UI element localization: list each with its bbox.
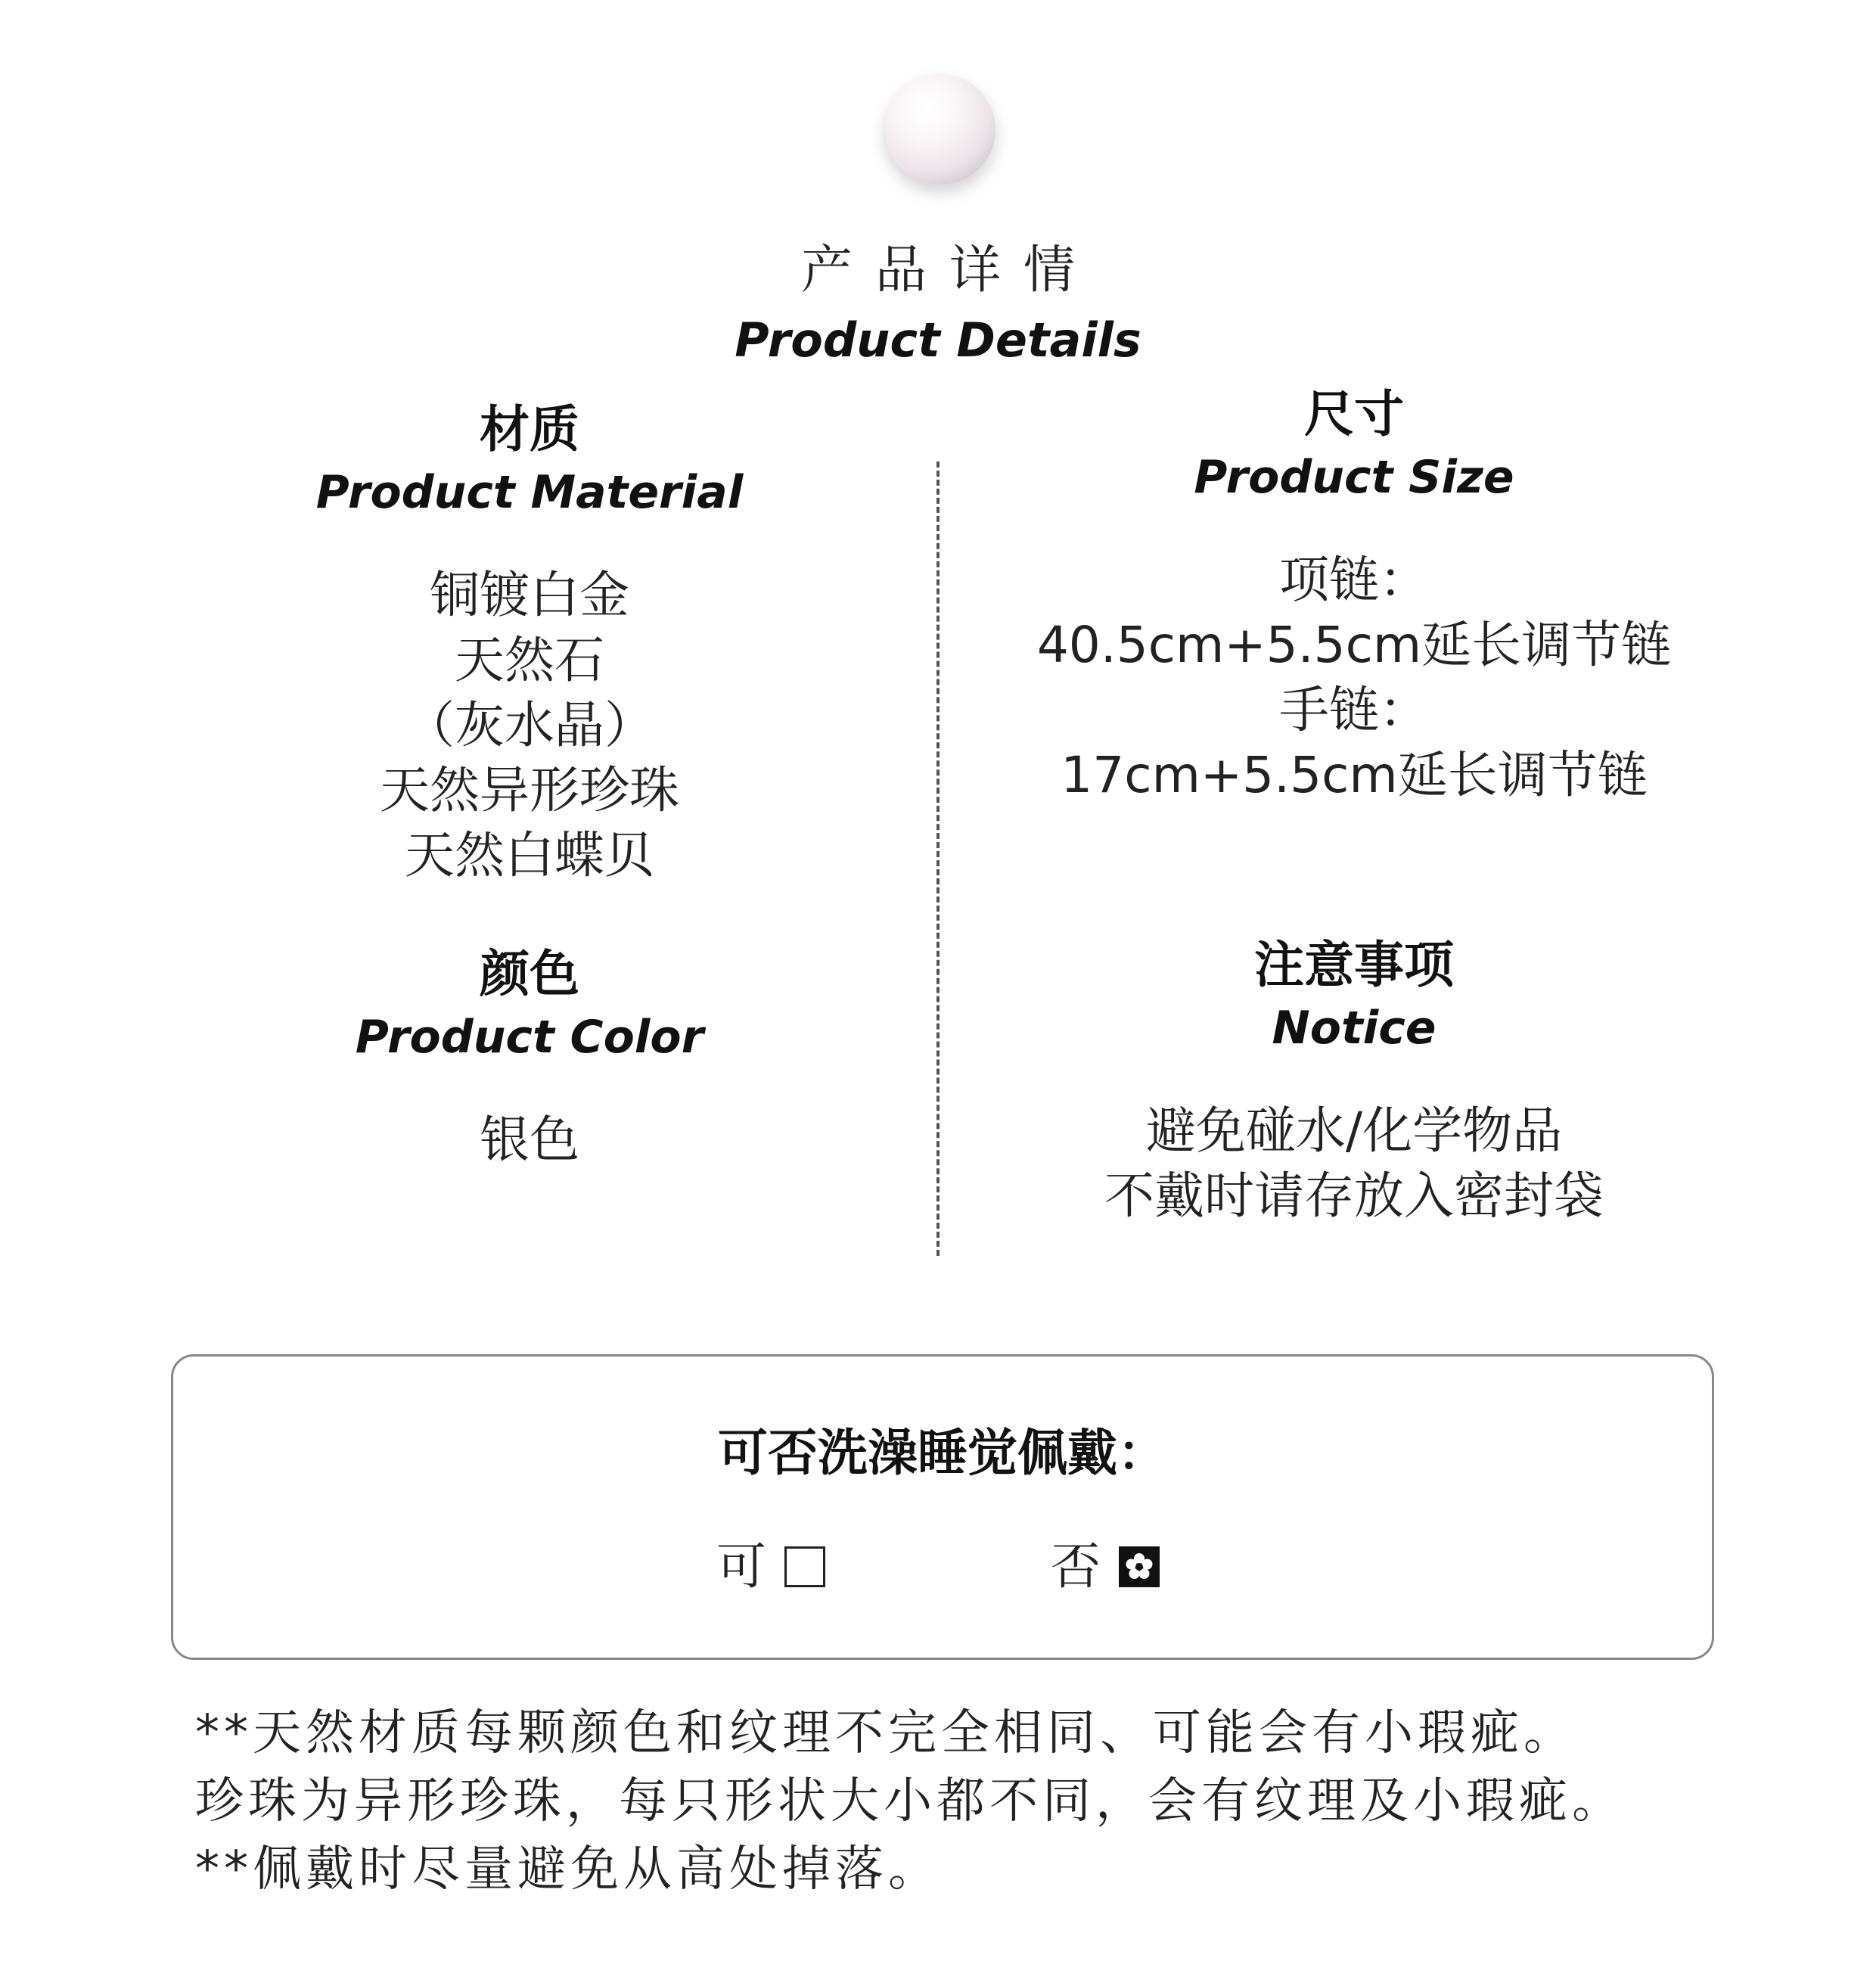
notice-item: 避免碰水/化学物品 xyxy=(1145,1102,1563,1160)
size-item: 项链： xyxy=(1279,551,1429,609)
size-item: 40.5cm+5.5cm延长调节链 xyxy=(1036,616,1672,674)
color-title-en: Product Color xyxy=(355,1011,704,1064)
page-title-en: Product Details xyxy=(735,312,1141,368)
color-section xyxy=(151,944,908,1173)
footnotes xyxy=(195,1699,1784,1904)
notice-title-en: Notice xyxy=(1272,1002,1437,1055)
empty-checkbox-icon xyxy=(784,1546,825,1587)
color-value: 银色 xyxy=(480,1111,579,1169)
option-yes-label: 可 xyxy=(716,1537,766,1596)
size-list xyxy=(938,548,1770,808)
size-title-cn: 尺寸 xyxy=(1304,385,1404,443)
material-item: 天然石 xyxy=(455,631,604,689)
color-title-cn: 颜色 xyxy=(480,945,579,1003)
material-list xyxy=(151,563,908,888)
material-item: （灰水晶） xyxy=(405,696,654,754)
flower-check-icon xyxy=(1119,1546,1160,1587)
material-section xyxy=(151,399,908,888)
notice-item: 不戴时请存放入密封袋 xyxy=(1104,1167,1604,1225)
pearl-image xyxy=(885,74,995,185)
footnote-line: 珍珠为异形珍珠，每只形状大小都不同，会有纹理及小瑕疵。 xyxy=(195,1773,1625,1829)
material-item: 铜镀白金 xyxy=(430,566,629,624)
wear-question-box xyxy=(171,1354,1714,1660)
material-item: 天然白蝶贝 xyxy=(405,826,654,884)
option-no-label: 否 xyxy=(1051,1537,1101,1596)
notice-list xyxy=(938,1099,1770,1229)
option-yes xyxy=(716,1537,825,1597)
size-title-en: Product Size xyxy=(1194,451,1514,504)
size-item: 17cm+5.5cm延长调节链 xyxy=(1061,746,1648,804)
notice-section xyxy=(938,935,1770,1229)
page-title-cn: 产品详情 xyxy=(800,241,1098,300)
notice-title-cn: 注意事项 xyxy=(1254,936,1454,994)
material-item: 天然异形珍珠 xyxy=(380,761,679,819)
footnote-line: **天然材质每颗颜色和纹理不完全相同、可能会有小瑕疵。 xyxy=(195,1705,1576,1761)
material-title-cn: 材质 xyxy=(480,400,579,458)
size-section xyxy=(938,384,1770,808)
material-title-en: Product Material xyxy=(315,466,744,519)
wear-question: 可否洗澡睡觉佩戴： xyxy=(718,1424,1167,1482)
size-item: 手链： xyxy=(1279,681,1429,739)
option-no xyxy=(1051,1537,1160,1597)
footnote-line: **佩戴时尽量避免从高处掉落。 xyxy=(195,1841,941,1897)
